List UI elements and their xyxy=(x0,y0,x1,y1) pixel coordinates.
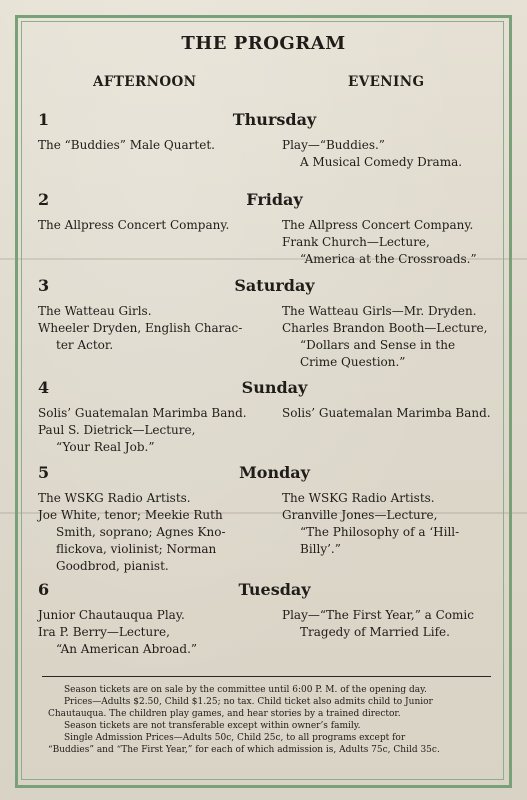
note-line: Season tickets are not transferable except within owner’s family. xyxy=(64,721,361,731)
program-line: The Watteau Girls—Mr. Dryden. xyxy=(282,304,477,318)
program-line: flickova, violinist; Norman xyxy=(56,542,217,556)
afternoon-program xyxy=(38,490,276,575)
day-number: 2 xyxy=(38,190,50,209)
afternoon-program xyxy=(38,217,276,234)
program-line: Junior Chautauqua Play. xyxy=(38,608,185,622)
page-title: THE PROGRAM xyxy=(181,33,346,54)
program-line: Granville Jones—Lecture, xyxy=(282,508,438,522)
ticket-notes xyxy=(48,684,493,756)
day-number: 6 xyxy=(38,580,50,599)
evening-program xyxy=(282,137,497,171)
program-line: Charles Brandon Booth—Lecture, xyxy=(282,321,488,335)
program-line: “An American Abroad.” xyxy=(56,642,198,656)
program-line: Frank Church—Lecture, xyxy=(282,235,430,249)
program-line: ter Actor. xyxy=(56,338,114,352)
program-line: Wheeler Dryden, English Charac- xyxy=(38,321,243,335)
day-name: Monday xyxy=(239,463,310,482)
program-line: “America at the Crossroads.” xyxy=(300,252,477,266)
note-line: Season tickets are on sale by the committee until 6:00 P. M. of the opening day. xyxy=(64,685,427,695)
evening-program xyxy=(282,490,497,558)
program-line: Goodbrod, pianist. xyxy=(56,559,169,573)
note-line: “Buddies” and “The First Year,” for each of which admission is, Adults 75c, Child 35c. xyxy=(48,745,440,755)
program-line: “Dollars and Sense in the xyxy=(300,338,456,352)
afternoon-heading: AFTERNOON xyxy=(93,74,197,90)
evening-program xyxy=(282,303,497,371)
program-line: Paul S. Dietrick—Lecture, xyxy=(38,423,196,437)
program-line: The Watteau Girls. xyxy=(38,304,152,318)
day-number: 4 xyxy=(38,378,50,397)
divider-rule xyxy=(42,676,491,677)
program-line: “Your Real Job.” xyxy=(56,440,155,454)
program-line: Smith, soprano; Agnes Kno- xyxy=(56,525,226,539)
program-line: Solis’ Guatemalan Marimba Band. xyxy=(38,406,247,420)
program-line: Joe White, tenor; Meekie Ruth xyxy=(38,508,223,522)
day-number: 3 xyxy=(38,276,50,295)
day-number: 1 xyxy=(38,110,50,129)
day-number: 5 xyxy=(38,463,50,482)
afternoon-program xyxy=(38,405,276,456)
day-name: Sunday xyxy=(241,378,308,397)
program-line: The Allpress Concert Company. xyxy=(282,218,474,232)
program-line: Ira P. Berry—Lecture, xyxy=(38,625,170,639)
program-line: Crime Question.” xyxy=(300,355,406,369)
note-line: Chautauqua. The children play games, and hear stories by a trained director. xyxy=(48,709,401,719)
day-name: Friday xyxy=(246,190,303,209)
program-line: The WSKG Radio Artists. xyxy=(38,491,191,505)
program-line: The WSKG Radio Artists. xyxy=(282,491,435,505)
note-line: Prices—Adults $2.50, Child $1.25; no tax. Child ticket also admits child to Junior xyxy=(64,697,433,707)
inner-border xyxy=(21,21,504,780)
evening-program xyxy=(282,405,497,422)
note-line: Single Admission Prices—Adults 50c, Child 25c, to all programs except for xyxy=(64,733,406,743)
program-line: The Allpress Concert Company. xyxy=(38,218,230,232)
afternoon-program xyxy=(38,303,276,354)
evening-program xyxy=(282,217,497,268)
day-name: Thursday xyxy=(232,110,317,129)
day-name: Tuesday xyxy=(238,580,311,599)
afternoon-program xyxy=(38,137,276,154)
program-line: A Musical Comedy Drama. xyxy=(300,155,463,169)
program-line: “The Philosophy of a ‘Hill- xyxy=(300,525,460,539)
program-line: Solis’ Guatemalan Marimba Band. xyxy=(282,406,491,420)
afternoon-program xyxy=(38,607,276,658)
program-line: Tragedy of Married Life. xyxy=(300,625,450,639)
program-line: Play—“The First Year,” a Comic xyxy=(282,608,474,622)
program-line: Play—“Buddies.” xyxy=(282,138,385,152)
program-line: Billy’.” xyxy=(300,542,341,556)
day-name: Saturday xyxy=(234,276,315,295)
evening-program xyxy=(282,607,497,641)
evening-heading: EVENING xyxy=(348,74,425,90)
program-line: The “Buddies” Male Quartet. xyxy=(38,138,215,152)
